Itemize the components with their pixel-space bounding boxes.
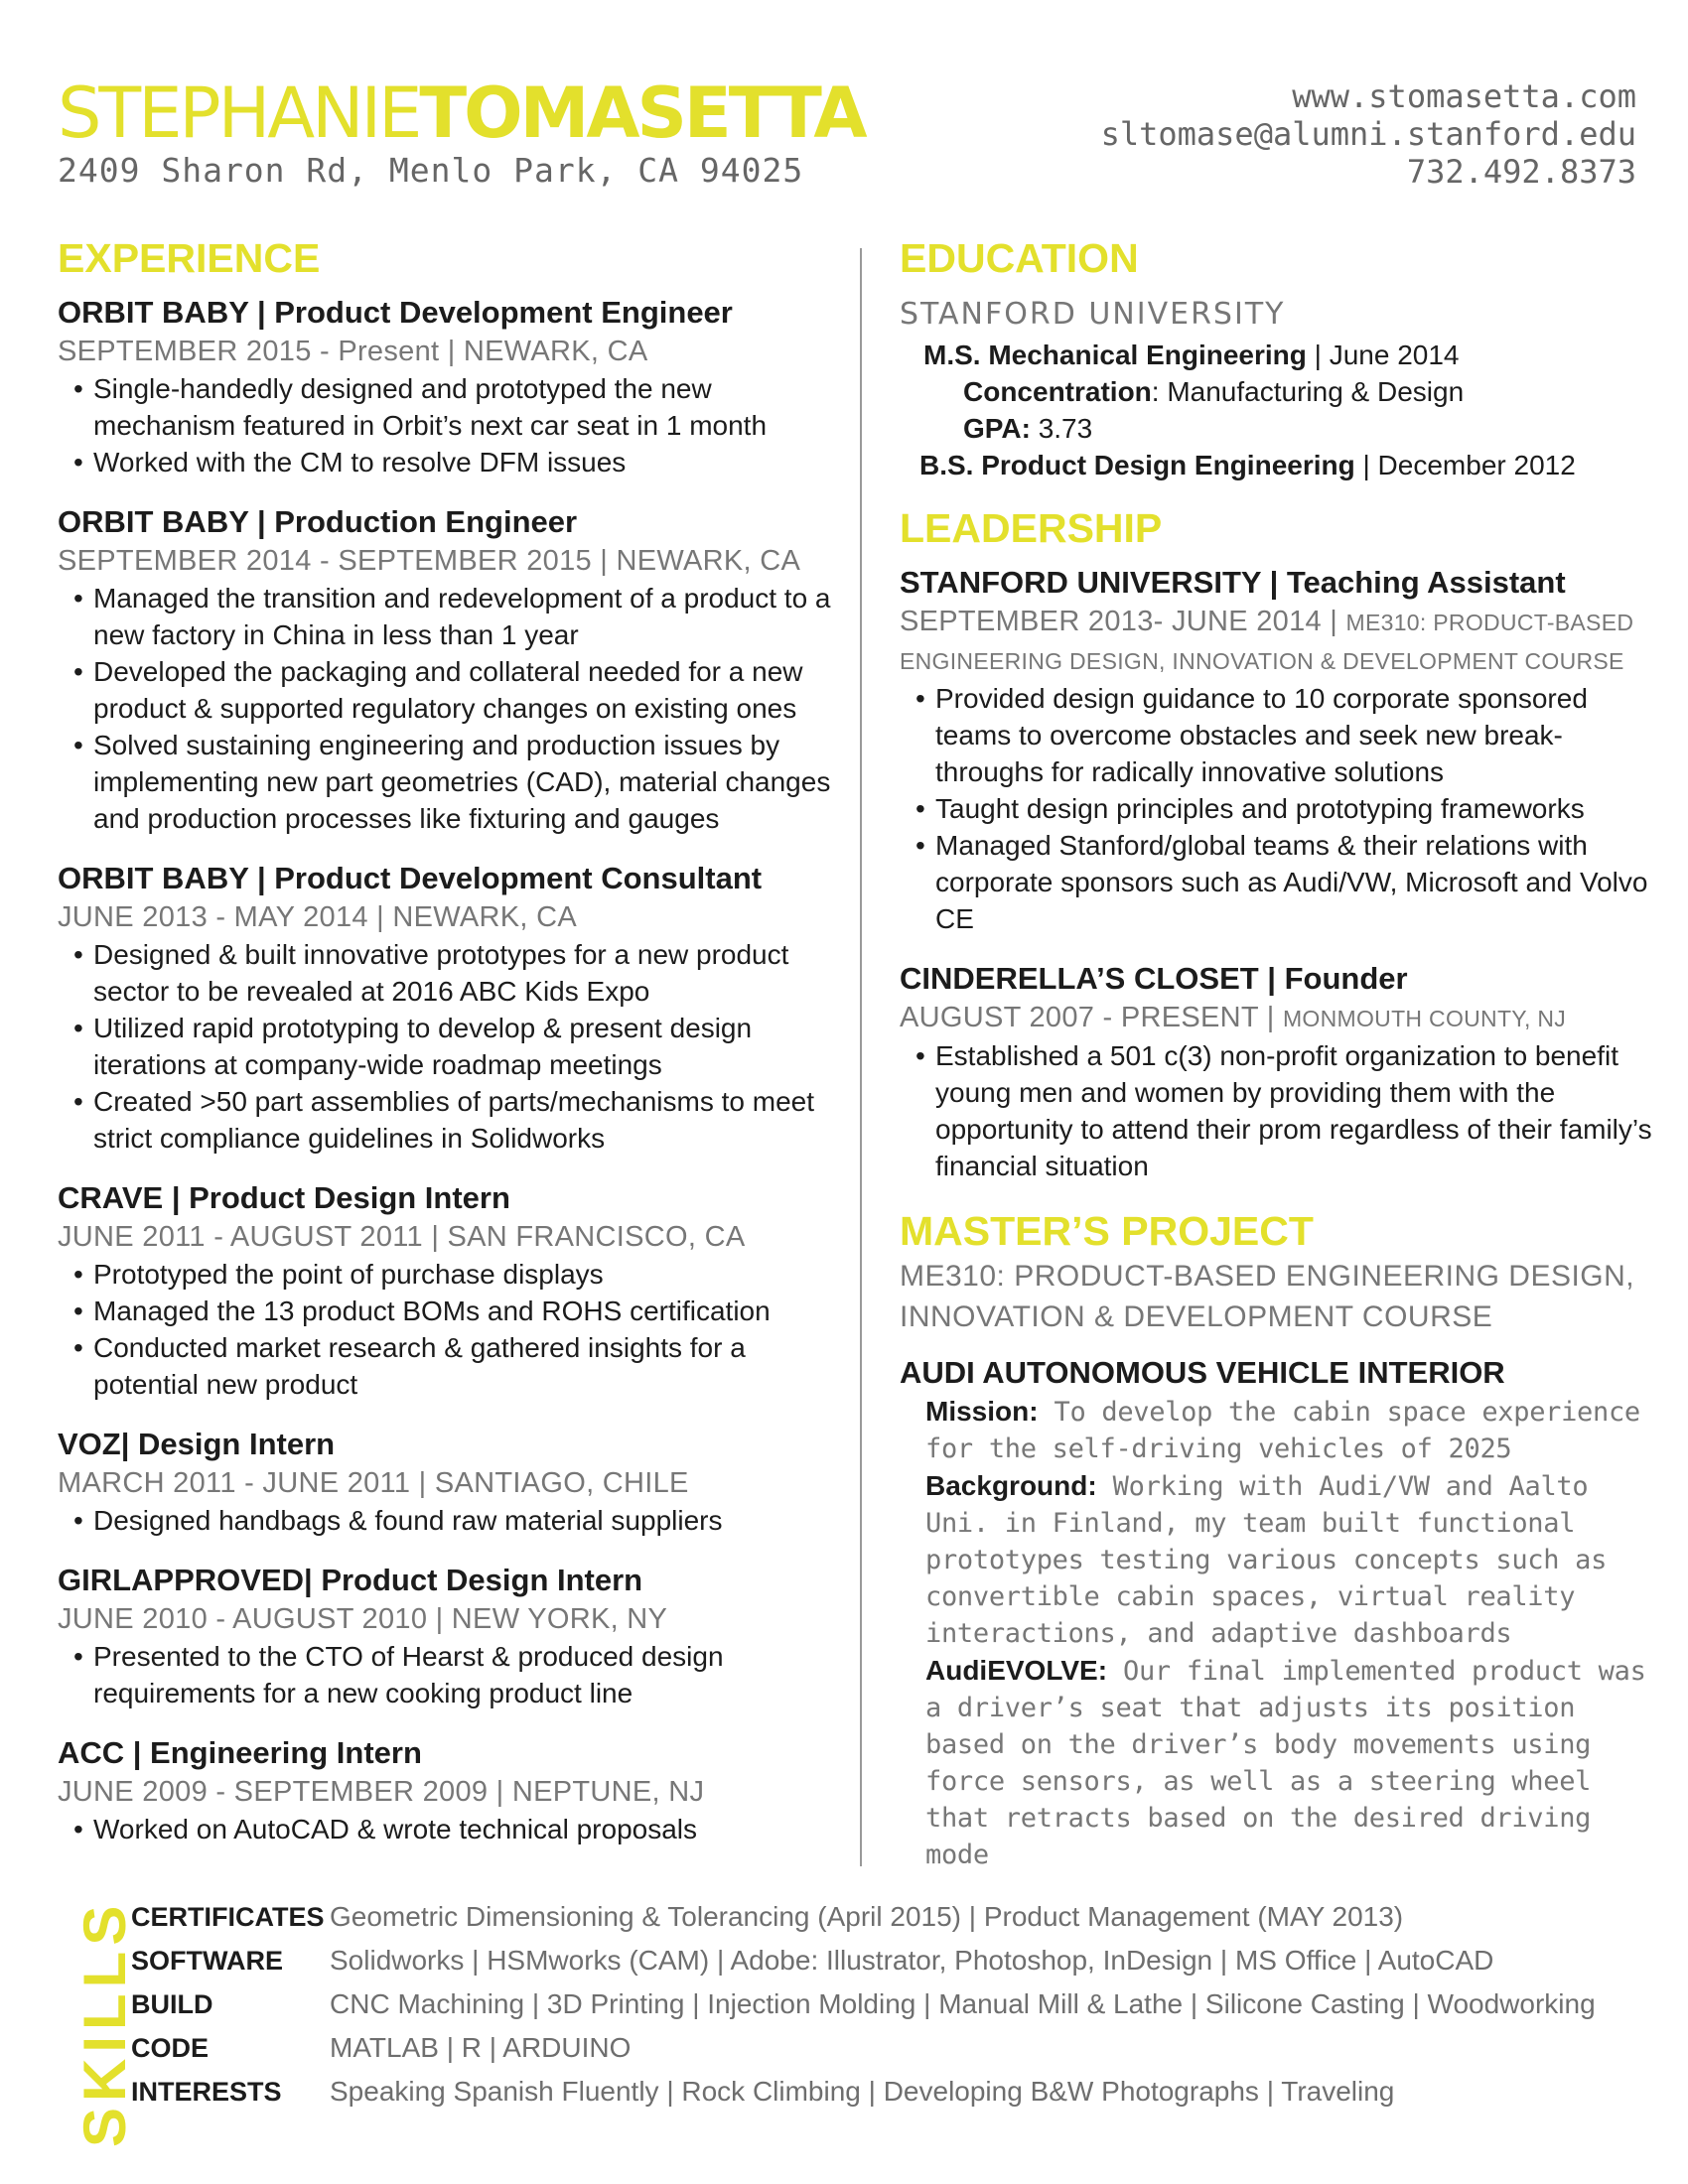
concentration-line (900, 373, 1654, 410)
ms-degree: M.S. Mechanical Engineering (923, 340, 1307, 370)
mission-text: To develop the cabin space experience for the self-driving vehicles of 2025 (925, 1397, 1640, 1464)
job-bullets (58, 370, 852, 480)
skill-key: CODE (131, 2033, 210, 2063)
leadership-entry (900, 959, 1654, 1184)
job-entry (58, 1561, 852, 1711)
website-link[interactable]: www.stomasetta.com (1292, 77, 1636, 115)
role-bullets (900, 680, 1654, 937)
school-name: STANFORD UNIVERSITY (900, 297, 1286, 332)
job-title: VOZ| Design Intern (58, 1427, 336, 1461)
skill-value: Geometric Dimensioning & Tolerancing (April 2015) | Product Management (MAY 2013) (330, 1901, 1404, 1932)
bullet: • Provided design guidance to 10 corporate sponsored teams to overcome obstacles and seek new break-throughs for radically innovative solutions (915, 680, 1654, 790)
job-bullets (58, 580, 852, 837)
right-column (900, 233, 1654, 1873)
role-dates: SEPTEMBER 2013- JUNE 2014 | (900, 606, 1338, 637)
skill-row (131, 2032, 631, 2076)
role-dates: AUGUST 2007 - PRESENT | (900, 1002, 1275, 1033)
skill-key: INTERESTS (131, 2077, 282, 2107)
education-heading: EDUCATION (900, 235, 1139, 281)
bullet: • Designed handbags & found raw material suppliers (73, 1502, 852, 1539)
bullet: • Presented to the CTO of Hearst & produced design requirements for a new cooking product line (73, 1638, 852, 1711)
role-meta (900, 603, 1654, 680)
role-title: STANFORD UNIVERSITY | Teaching Assistant (900, 565, 1566, 600)
bs-date: | December 2012 (1362, 450, 1576, 480)
job-title: GIRLAPPROVED| Product Design Intern (58, 1563, 643, 1597)
experience-heading: EXPERIENCE (58, 235, 321, 281)
candidate-name (58, 69, 865, 157)
bullet: • Developed the packaging and collateral needed for a new product & supported regulatory changes on existing ones (73, 653, 852, 727)
project-mission (925, 1393, 1654, 1467)
address: 2409 Sharon Rd, Menlo Park, CA 94025 (58, 151, 804, 190)
job-entry (58, 1733, 852, 1847)
skill-value: CNC Machining | 3D Printing | Injection Molding | Manual Mill & Lathe | Silicone Casting | Woodworking (330, 1988, 1596, 2019)
job-bullets (58, 1256, 852, 1403)
bullet: • Managed the transition and redevelopment of a product to a new factory in China in less than 1 year (73, 580, 852, 653)
bs-degree-line (900, 447, 1654, 483)
ms-degree-line (900, 337, 1654, 373)
job-meta: JUNE 2010 - AUGUST 2010 | NEW YORK, NY (58, 1603, 668, 1635)
role-location: MONMOUTH COUNTY, NJ (1282, 1006, 1567, 1031)
job-bullets (58, 1811, 852, 1847)
mission-label: Mission: (925, 1396, 1039, 1427)
project-evolve (925, 1652, 1654, 1873)
ms-date: | June 2014 (1314, 340, 1460, 370)
bullet: • Taught design principles and prototyping frameworks (915, 790, 1654, 827)
gpa-value: 3.73 (1038, 413, 1093, 444)
bullet: • Conducted market research & gathered insights for a potential new product (73, 1329, 852, 1403)
experience-column (58, 233, 852, 1869)
email-link[interactable]: sltomase@alumni.stanford.edu (1100, 115, 1636, 153)
contact-info (1101, 77, 1636, 191)
project-background (925, 1467, 1654, 1652)
skill-key: BUILD (131, 1989, 213, 2019)
gpa-label: GPA: (963, 413, 1031, 444)
evolve-text: Our final implemented product was a driver’s seat that adjusts its position based on the driver’s body movements using force sensors, as well as a steering wheel that retracts based on the desired driving mode (925, 1656, 1646, 1870)
bullet: • Utilized rapid prototyping to develop & present design iterations at company-wide roadmap meetings (73, 1010, 852, 1083)
last-name: TOMASETTA (419, 72, 865, 154)
bs-degree: B.S. Product Design Engineering (919, 450, 1355, 480)
role-title: CINDERELLA’S CLOSET | Founder (900, 961, 1408, 996)
bullet: • Single-handedly designed and prototyped the new mechanism featured in Orbit’s next car seat in 1 month (73, 370, 852, 444)
role-course: ME310: PRODUCT-BASED ENGINEERING DESIGN, INNOVATION & DEVELOPMENT COURSE (900, 610, 1634, 674)
skills-section (58, 1899, 1646, 2147)
job-entry (58, 502, 852, 837)
bullet: • Prototyped the point of purchase displays (73, 1256, 852, 1293)
first-name: STEPHANIE (58, 72, 420, 154)
skill-value: MATLAB | R | ARDUINO (330, 2032, 632, 2063)
concentration-value: : Manufacturing & Design (1151, 376, 1465, 407)
job-entry (58, 1178, 852, 1403)
background-text: Working with Audi/VW and Aalto Uni. in Finland, my team built functional prototypes testing various concepts such as convertible cabin spaces, virtual reality interactions, and adaptive dashboards (925, 1471, 1608, 1649)
job-title: ORBIT BABY | Product Development Consultant (58, 861, 763, 895)
skill-key: CERTIFICATES (131, 1902, 325, 1932)
bullet: • Managed the 13 product BOMs and ROHS certification (73, 1293, 852, 1329)
column-divider (860, 248, 862, 1866)
background-label: Background: (925, 1470, 1097, 1501)
job-bullets (58, 936, 852, 1157)
job-title: CRAVE | Product Design Intern (58, 1180, 510, 1215)
bullet: • Worked on AutoCAD & wrote technical proposals (73, 1811, 852, 1847)
project-name: AUDI AUTONOMOUS VEHICLE INTERIOR (900, 1355, 1505, 1390)
skill-value: Solidworks | HSMworks (CAM) | Adobe: Illustrator, Photoshop, InDesign | MS Office | AutoCAD (330, 1945, 1494, 1976)
job-meta: SEPTEMBER 2014 - SEPTEMBER 2015 | NEWARK, CA (58, 545, 801, 577)
skill-row (131, 1988, 1596, 2032)
skills-heading: SKILLS (71, 1899, 138, 2147)
skill-row (131, 1945, 1493, 1988)
job-bullets (58, 1638, 852, 1711)
evolve-label: AudiEVOLVE: (925, 1655, 1108, 1686)
job-entry (58, 293, 852, 480)
job-title: ACC | Engineering Intern (58, 1735, 422, 1770)
job-meta: MARCH 2011 - JUNE 2011 | SANTIAGO, CHILE (58, 1467, 689, 1499)
bullet: • Established a 501 c(3) non-profit organization to benefit young men and women by providing them with the opportunity to attend their prom regardless of their family’s financial situation (915, 1037, 1654, 1184)
job-meta: JUNE 2011 - AUGUST 2011 | SAN FRANCISCO, CA (58, 1221, 746, 1253)
job-meta: JUNE 2009 - SEPTEMBER 2009 | NEPTUNE, NJ (58, 1776, 705, 1808)
skill-value: Speaking Spanish Fluently | Rock Climbing | Developing B&W Photographs | Traveling (330, 2076, 1395, 2107)
bullet: • Managed Stanford/global teams & their relations with corporate sponsors such as Audi/VW, Microsoft and Volvo CE (915, 827, 1654, 937)
gpa-line (900, 410, 1654, 447)
project-heading: MASTER’S PROJECT (900, 1208, 1314, 1254)
job-meta: SEPTEMBER 2015 - Present | NEWARK, CA (58, 336, 648, 367)
job-bullets (58, 1502, 852, 1539)
concentration-label: Concentration (963, 376, 1152, 407)
skill-key: SOFTWARE (131, 1946, 283, 1976)
bullet: • Created >50 part assemblies of parts/mechanisms to meet strict compliance guidelines in Solidworks (73, 1083, 852, 1157)
leadership-heading: LEADERSHIP (900, 505, 1163, 551)
skill-row (131, 1901, 1403, 1945)
bullet: • Designed & built innovative prototypes for a new product sector to be revealed at 2016 ABC Kids Expo (73, 936, 852, 1010)
job-meta: JUNE 2013 - MAY 2014 | NEWARK, CA (58, 901, 577, 933)
bullet: • Worked with the CM to resolve DFM issues (73, 444, 852, 480)
leadership-entry (900, 563, 1654, 937)
role-meta (900, 999, 1654, 1037)
resume-header (58, 69, 1636, 199)
skill-row (131, 2076, 1394, 2119)
job-title: ORBIT BABY | Production Engineer (58, 504, 578, 539)
phone-number: 732.492.8373 (1406, 153, 1636, 191)
role-bullets (900, 1037, 1654, 1184)
job-entry (58, 859, 852, 1157)
bullet: • Solved sustaining engineering and production issues by implementing new part geometries (CAD), material changes and production processes like fixturing and gauges (73, 727, 852, 837)
job-entry (58, 1425, 852, 1539)
project-course: ME310: PRODUCT-BASED ENGINEERING DESIGN, INNOVATION & DEVELOPMENT COURSE (900, 1260, 1635, 1333)
job-title: ORBIT BABY | Product Development Engineer (58, 295, 733, 330)
